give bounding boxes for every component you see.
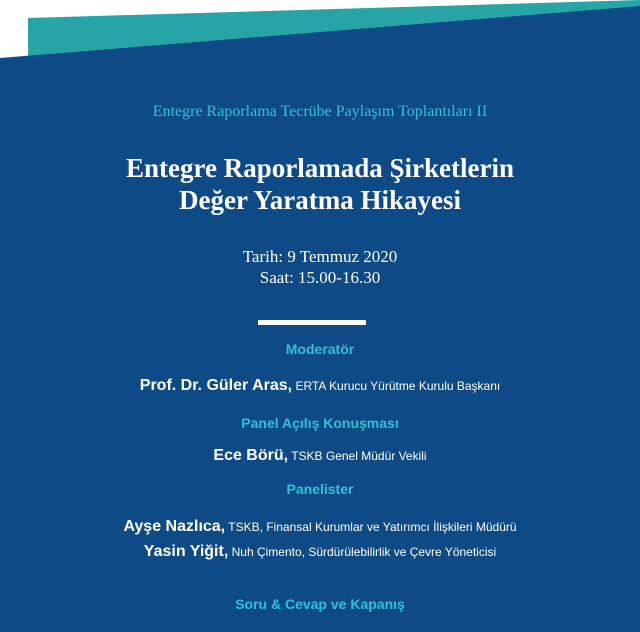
opening-heading: Panel Açılış Konuşması (241, 415, 399, 431)
speaker-name: Ayşe Nazlıca, (123, 518, 226, 535)
moderator-heading: Moderatör (285, 341, 355, 357)
speaker-name: Prof. Dr. Güler Aras, (139, 377, 293, 394)
panelists-heading: Panelister (286, 481, 354, 497)
closing-heading: Soru & Cevap ve Kapanış (235, 596, 405, 612)
event-title-line-2: Değer Yaratma Hikayesi (179, 185, 461, 215)
event-date: Tarih: 9 Temmuz 2020 (242, 247, 398, 266)
speaker-role: ERTA Kurucu Yürütme Kurulu Başkanı (295, 379, 501, 393)
event-title-line-1: Entegre Raporlamada Şirketlerin (126, 153, 514, 183)
speaker-name: Ece Börü, (213, 447, 289, 464)
panelist-entry (0, 543, 640, 561)
speaker-role: TSKB Genel Müdür Vekili (291, 449, 427, 463)
moderator-entry (0, 377, 640, 395)
event-time: Saat: 15.00-16.30 (259, 268, 381, 287)
event-datetime (0, 246, 640, 288)
divider (258, 320, 366, 325)
speaker-role: Nuh Çimento, Sürdürülebilirlik ve Çevre Yöneticisi (231, 545, 497, 559)
speaker-name: Yasin Yiğit, (143, 543, 229, 560)
event-series: Entegre Raporlama Tecrübe Paylaşım Toplantıları II (152, 103, 488, 120)
panelist-entry (0, 518, 640, 536)
opening-entry (0, 447, 640, 465)
event-title (0, 152, 640, 216)
speaker-role: TSKB, Finansal Kurumlar ve Yatırımcı İlişkileri Müdürü (228, 520, 517, 534)
